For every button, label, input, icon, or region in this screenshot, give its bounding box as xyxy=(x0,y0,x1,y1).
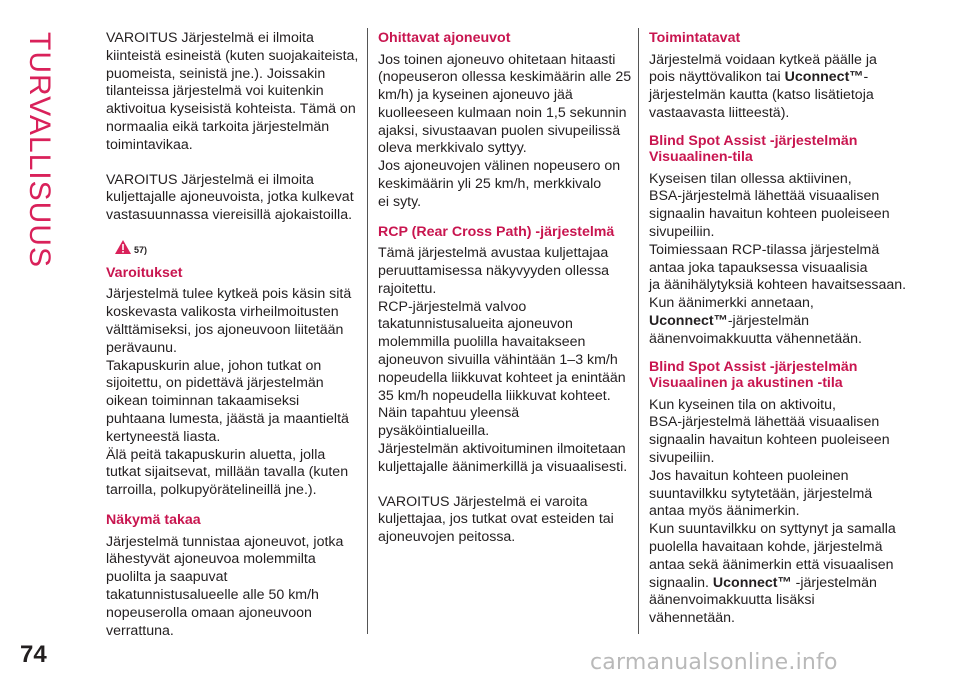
section-heading: Blind Spot Assist -järjestelmän Visuaalinen-tila xyxy=(649,132,858,166)
text-run-bold: Uconnect™ xyxy=(784,69,864,86)
column-3 xyxy=(649,30,909,628)
warning-reference xyxy=(114,235,361,255)
warning-reference-number: 57) xyxy=(134,244,148,255)
paragraph: Jos toinen ajoneuvo ohitetaan hitaasti (nopeuseron ollessa keskimäärin alle 25 km/h) ja kyseinen ajoneuvo jää kuolleeseen kulmaan noin 1,5 sekunnin ajaksi, sivustaavan puolen sivupeilissä oleva merkkivalo syttyy. Jos ajoneuvojen välinen nopeusero on keskimäärin yli 25 km/h, merkkivalo ei syty. xyxy=(378,51,632,210)
warning-triangle-icon xyxy=(114,239,132,255)
section-heading: Ohittavat ajoneuvot xyxy=(378,30,511,46)
text-run: Kun kyseinen tila on aktivoitu, BSA-järjestelmä lähettää visuaalisen signaalin havaitun kohteen puoleiseen sivupeiliin. Jos havaitun kohteen puoleinen suuntavilkku sytytetään, järjestelmä antaa myös äänimerkin. Kun suuntavilkku on syttynyt ja samalla puolella havaitaan kohde, järjestelmä antaa sekä äänimerkin että visuaalisen signaalin. xyxy=(649,396,896,591)
text-run: - järjestelmän kautta (katso lisätietoja vastaavasta liitteestä). xyxy=(649,69,874,121)
page-number: 74 xyxy=(20,641,47,668)
section-heading: Toimintatavat xyxy=(649,30,741,46)
paragraph: VAROITUS Järjestelmä ei ilmoita kiinteistä esineistä (kuten suojakaiteista, puomeista, seinistä jne.). Joissakin tilanteissa järjestelmä voi kuitenkin aktivoitua kyseisistä kohteista. Tämä on normaalia eikä tarkoita järjestelmän toimintavikaa. xyxy=(106,30,359,153)
section-heading: Näkymä takaa xyxy=(106,512,201,529)
paragraph: Järjestelmä tulee kytkeä pois käsin sitä koskevasta valikosta virheilmoitusten välttämiseksi, jos ajoneuvoon liitetään perävaunu. Takapuskurin alue, johon tutkat on sijoitettu, on pidettävä järjestelmän oikean toiminnan takaamiseksi puhtaana lumesta, jäästä ja maantieltä kertyneestä liasta. Älä peitä takapuskurin aluetta, jolla tutkat sijaitsevat, millään tavalla (kuten tarroilla, polkupyörätelineillä jne.). xyxy=(106,286,352,499)
paragraph xyxy=(649,397,909,628)
paragraph: VAROITUS Järjestelmä ei varoita kuljettajaa, jos tutkat ovat esteiden tai ajoneuvojen peitossa. xyxy=(378,493,614,546)
text-run: Kyseisen tilan ollessa aktiivinen, BSA-järjestelmä lähettää visuaalisen signaalin havaitun kohteen puoleiseen sivupeiliin. Toimiessaan RCP-tilassa järjestelmä antaa joka tapauksessa visuaalisia ja äänihälytyksiä kohteen havaitsessaan. Kun äänimerkki annetaan, xyxy=(649,170,907,312)
text-run-bold: Uconnect™ xyxy=(712,574,792,591)
column-divider xyxy=(638,28,639,634)
text-run-bold: Uconnect™ xyxy=(649,313,728,330)
column-1 xyxy=(106,30,361,640)
watermark: carmanualsonline.info xyxy=(590,650,838,675)
text-run: Järjestelmä voidaan kytkeä päälle ja pois näyttövalikon tai xyxy=(649,51,877,86)
text-run: -järjestelmän äänenvoimakkuutta lisäksi vähennetään. xyxy=(649,574,877,627)
section-label: TURVALLISUUS xyxy=(23,32,56,268)
text-run: -järjestelmän äänenvoimakkuutta vähennetään. xyxy=(649,313,862,347)
section-heading: RCP (Rear Cross Path) -järjestelmä xyxy=(378,223,615,240)
paragraph: Järjestelmä tunnistaa ajoneuvot, jotka lähestyvät ajoneuvoa molemmilta puolilta ja saapuvat takatunnistusalueelle alle 50 km/h nopeuserolla omaan ajoneuvoon verrattuna. xyxy=(106,533,344,639)
section-heading: Varoitukset xyxy=(106,264,183,281)
paragraph xyxy=(649,171,909,349)
column-2 xyxy=(378,30,633,547)
paragraph xyxy=(649,52,909,123)
column-divider xyxy=(367,28,368,634)
paragraph: VAROITUS Järjestelmä ei ilmoita kuljettajalle ajoneuvoista, jotka kulkevat vastasuunnassa viereisillä ajokaistoilla. xyxy=(106,171,354,224)
paragraph: Tämä järjestelmä avustaa kuljettajaa peruuttamisessa näkyvyyden ollessa rajoitettu. RCP-järjestelmä valvoo takatunnistusalueita ajoneuvon molemmilla puolilla havaitakseen ajoneuvon sivuilla vähintään 1–3 km/h nopeudella liikkuvat kohteet ja enintään 35 km/h nopeudella liikkuvat kohteet. Näin tapahtuu yleensä pysäköintialueilla. Järjestelmän aktivoituminen ilmoitetaan kuljettajalle äänimerkillä ja visuaalisesti. xyxy=(378,245,628,475)
section-heading: Blind Spot Assist -järjestelmän Visuaalinen ja akustinen -tila xyxy=(649,358,858,392)
